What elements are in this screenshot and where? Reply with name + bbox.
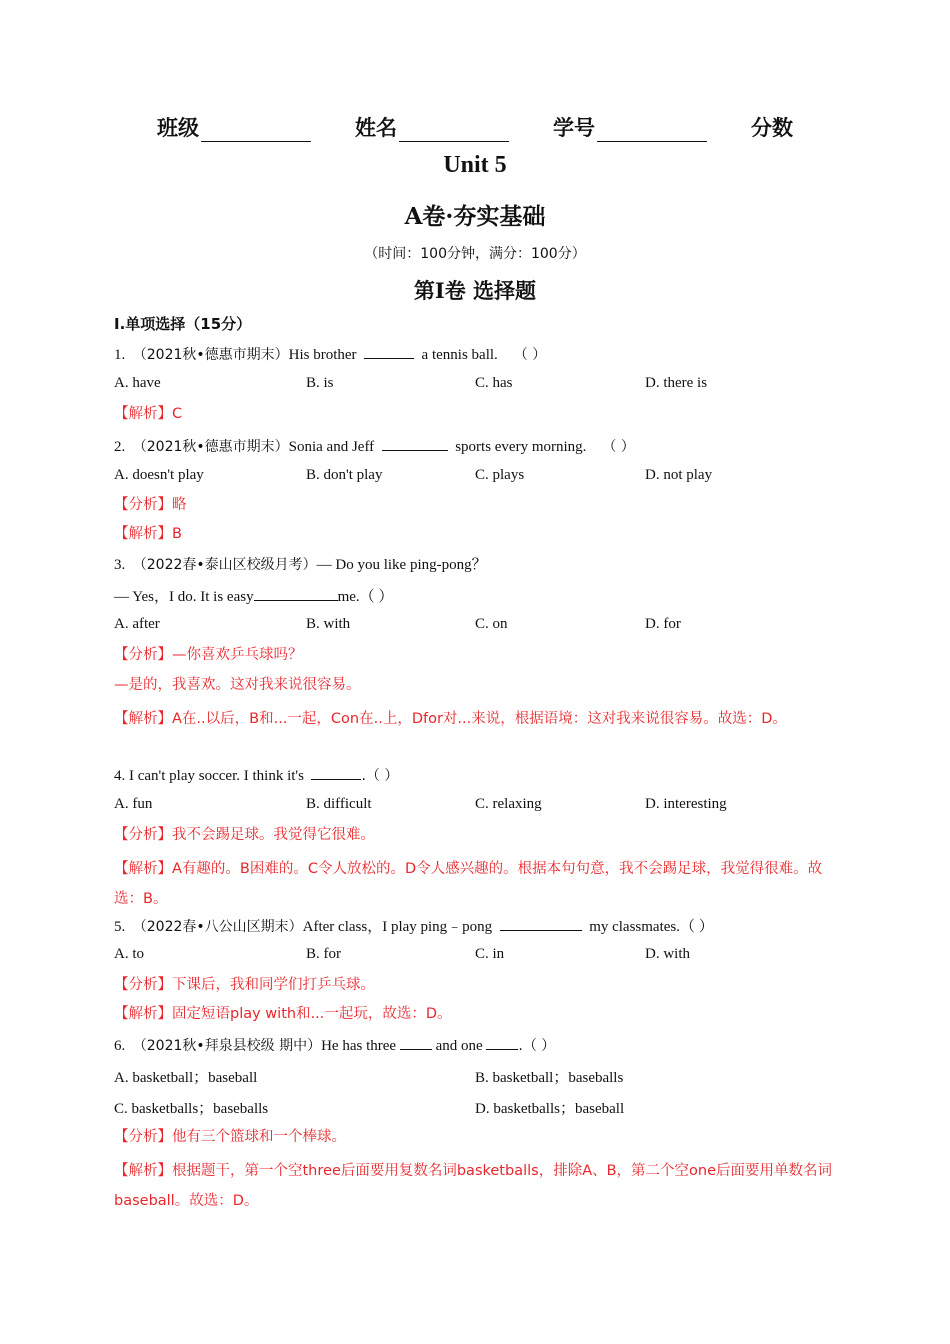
class-label: 班级 <box>157 116 199 140</box>
part-title: 第Ⅰ卷 选择题 <box>413 278 537 303</box>
id-blank[interactable] <box>597 121 707 142</box>
class-field <box>157 112 311 142</box>
volume-title: A卷·夯实基础 <box>404 203 546 230</box>
q5-analysis: 【分析】下课后，我和同学们打乒乓球。 <box>114 977 375 993</box>
answer-blank[interactable] <box>500 916 582 931</box>
answer-blank[interactable] <box>311 765 361 780</box>
id-field <box>553 112 707 142</box>
q4-analysis: 【分析】我不会踢足球。我觉得它很难。 <box>114 827 375 843</box>
answer-blank[interactable] <box>364 344 414 359</box>
q3-option-c[interactable]: C. on <box>475 616 508 632</box>
answer-blank[interactable] <box>382 436 448 451</box>
question-6-stem: 6. （2021秋•拜泉县校级 期中）He has three and one .（ ） <box>114 1035 555 1056</box>
name-label: 姓名 <box>355 116 397 140</box>
q2-option-c[interactable]: C. plays <box>475 467 525 483</box>
q6-option-d[interactable]: D. basketballs；baseball <box>475 1101 625 1117</box>
unit-title: Unit 5 <box>443 152 507 178</box>
score-field <box>751 112 793 142</box>
q5-option-b[interactable]: B. for <box>306 946 341 962</box>
q2-option-a[interactable]: A. doesn't play <box>114 467 204 483</box>
q4-answer: 【解析】A有趣的。B困难的。C令人放松的。D令人感兴趣的。根据本句句意，我不会踢足球，我觉得很难。故选：B。 <box>114 861 823 907</box>
q4-option-b[interactable]: B. difficult <box>306 796 372 812</box>
time-note: （时间：100分钟，满分：100分） <box>364 246 586 262</box>
question-3-stem: 3. （2022春•泰山区校级月考）— Do you like ping-pong？ <box>114 557 487 573</box>
name-field <box>355 112 509 142</box>
q2-analysis: 【分析】略 <box>114 497 187 513</box>
q1-option-b[interactable]: B. is <box>306 375 334 391</box>
q6-analysis: 【分析】他有三个篮球和一个棒球。 <box>114 1129 346 1145</box>
q3-analysis-line2: —是的，我喜欢。这对我来说很容易。 <box>114 677 361 693</box>
class-blank[interactable] <box>201 121 311 142</box>
q3-analysis: 【分析】—你喜欢乒乓球吗？ <box>114 647 303 663</box>
q5-option-c[interactable]: C. in <box>475 946 505 962</box>
q5-answer: 【解析】固定短语play with和...一起玩，故选：D。 <box>114 1006 452 1022</box>
answer-blank[interactable] <box>486 1035 518 1050</box>
q6-option-b[interactable]: B. basketball；baseballs <box>475 1070 624 1086</box>
question-1-stem: 1. （2021秋•德惠市期末）His brother a tennis ball. （ ） <box>114 344 546 365</box>
name-blank[interactable] <box>399 121 509 142</box>
q3-answer: 【解析】A在..以后，B和...一起，Con在..上，Dfor对...来说，根据语境：这对我来说很容易。故选：D。 <box>114 711 787 727</box>
score-label: 分数 <box>751 116 793 140</box>
q5-option-d[interactable]: D. with <box>645 946 690 962</box>
question-3-stem-line2: — Yes，I do. It is easy me.（ ） <box>114 586 393 607</box>
q3-option-b[interactable]: B. with <box>306 616 351 632</box>
q1-option-a[interactable]: A. have <box>114 375 161 391</box>
q1-option-d[interactable]: D. there is <box>645 375 708 391</box>
q5-option-a[interactable]: A. to <box>114 946 144 962</box>
q1-option-c[interactable]: C. has <box>475 375 513 391</box>
q3-option-a[interactable]: A. after <box>114 616 160 632</box>
q4-option-c[interactable]: C. relaxing <box>475 796 542 812</box>
question-2-stem: 2. （2021秋•德惠市期末）Sonia and Jeff sports every morning. （ ） <box>114 436 635 457</box>
q4-option-a[interactable]: A. fun <box>114 796 153 812</box>
question-4-stem: 4. I can't play soccer. I think it's .（ ） <box>114 765 398 786</box>
q1-answer: 【解析】C <box>114 406 183 422</box>
q3-option-d[interactable]: D. for <box>645 616 681 632</box>
section-title: Ⅰ.单项选择（15分） <box>114 315 252 333</box>
id-label: 学号 <box>553 116 595 140</box>
answer-blank[interactable] <box>254 586 338 601</box>
q2-option-d[interactable]: D. not play <box>645 467 713 483</box>
q2-option-b[interactable]: B. don't play <box>306 467 383 483</box>
q6-option-a[interactable]: A. basketball；baseball <box>114 1070 258 1086</box>
q6-answer: 【解析】根据题干，第一个空three后面要用复数名词basketballs，排除A、B，第二个空one后面要用单数名词baseball。故选：D。 <box>114 1163 833 1209</box>
q4-option-d[interactable]: D. interesting <box>645 796 727 812</box>
answer-blank[interactable] <box>400 1035 432 1050</box>
student-info-header <box>0 112 950 142</box>
q6-option-c[interactable]: C. basketballs；baseballs <box>114 1101 269 1117</box>
q2-answer: 【解析】B <box>114 526 182 542</box>
question-5-stem: 5. （2022春•八公山区期末）After class，I play ping﹣pong my classmates.（ ） <box>114 916 714 937</box>
